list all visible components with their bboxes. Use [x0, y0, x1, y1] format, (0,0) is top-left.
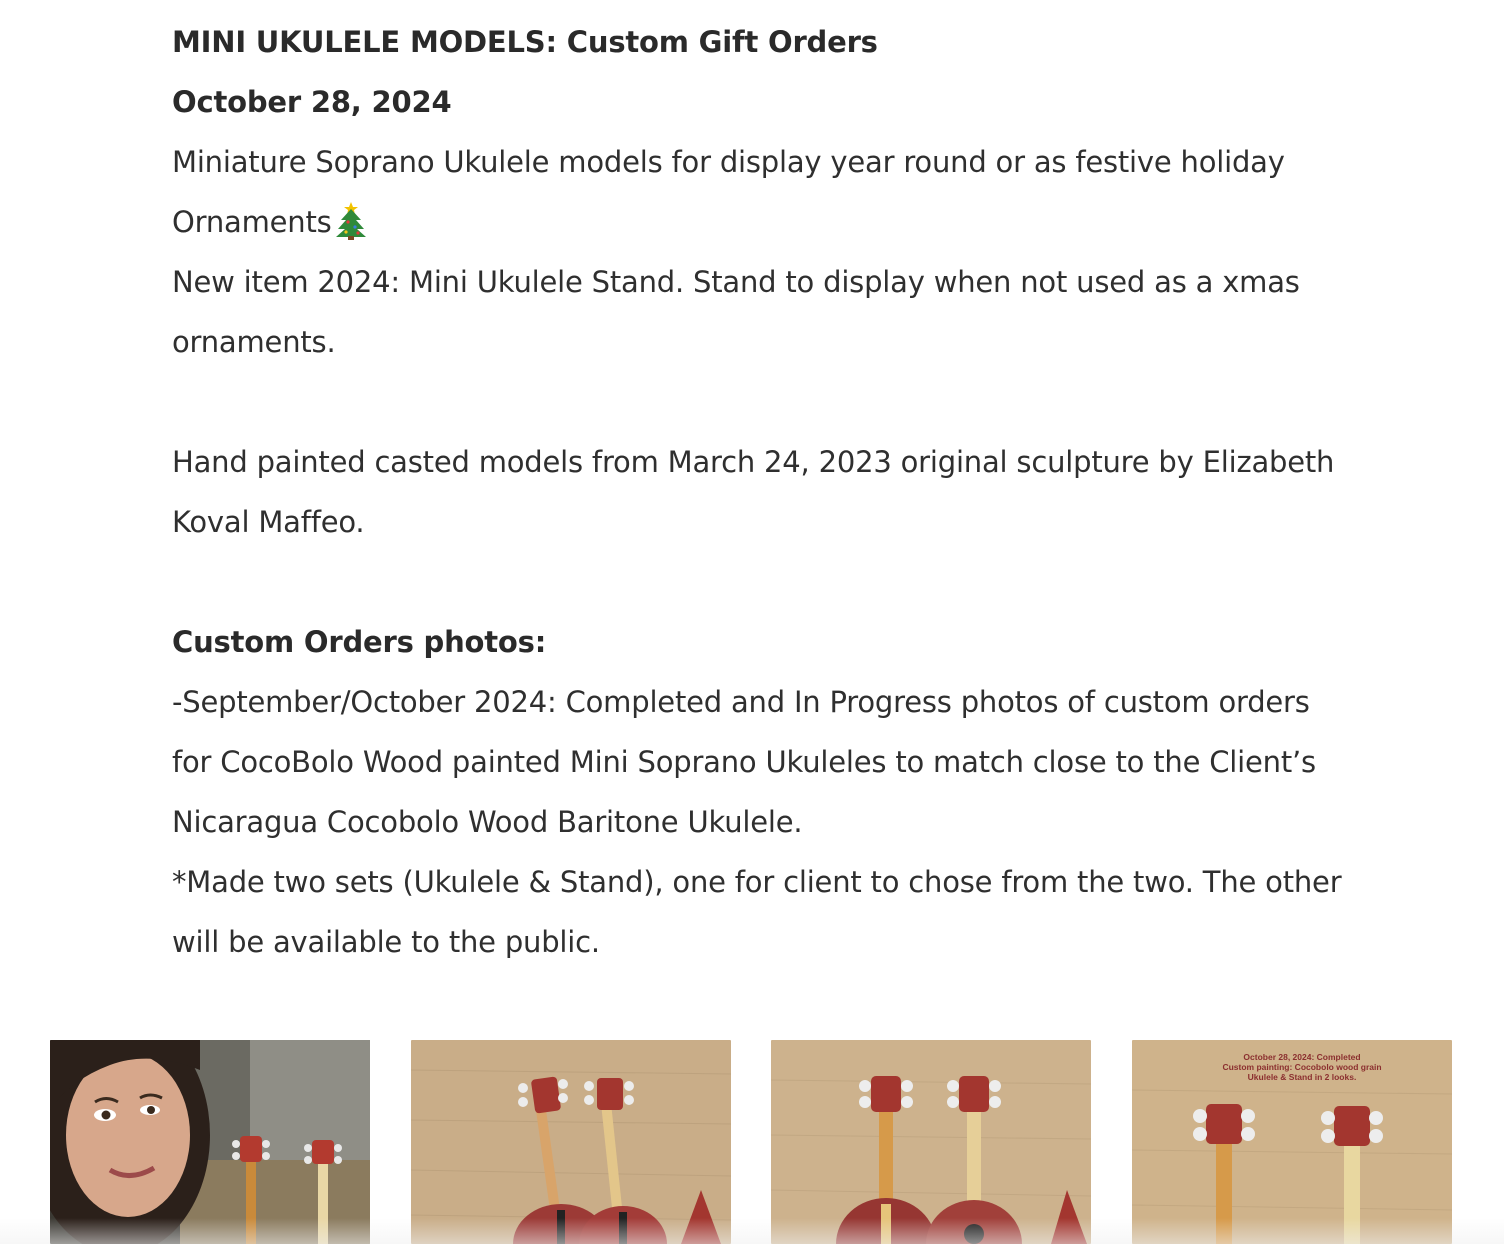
gallery-photo-two-ukuleles[interactable] [411, 1040, 731, 1244]
spacer [172, 552, 1342, 612]
photo-caption-line: Custom painting: Cocobolo wood grain [1222, 1062, 1382, 1072]
selfie-photo-image [50, 1040, 370, 1244]
photo-caption [1192, 1052, 1412, 1082]
intro-text: Miniature Soprano Ukulele models for display year round or as festive holiday Ornaments [172, 145, 1285, 239]
ukuleles-closeup-photo-image [771, 1040, 1091, 1244]
photo-gallery [50, 1040, 1452, 1244]
sets-note: *Made two sets (Ukulele & Stand), one for client to chose from the two. The other will be available to the public. [172, 865, 1342, 959]
two-ukuleles-photo-image [411, 1040, 731, 1244]
stand-paragraph: New item 2024: Mini Ukulele Stand. Stand to display when not used as a xmas ornaments. [172, 265, 1300, 359]
photos-description: -September/October 2024: Completed and In Progress photos of custom orders for CocoBolo Wood painted Mini Soprano Ukuleles to match close to the Client’s Nicaragua Cocobolo Wood Baritone Ukulele. [172, 685, 1316, 839]
photos-heading: Custom Orders photos: [172, 625, 547, 659]
photo-caption-line: October 28, 2024: Completed [1243, 1052, 1361, 1062]
post-body [172, 12, 1342, 972]
spacer [172, 372, 1342, 432]
intro-paragraph [172, 132, 1342, 252]
gallery-photo-selfie[interactable] [50, 1040, 370, 1244]
gallery-photo-ukuleles-closeup[interactable] [771, 1040, 1091, 1244]
post-date: October 28, 2024 [172, 85, 452, 119]
christmas-tree-icon [334, 200, 368, 240]
sculpture-paragraph: Hand painted casted models from March 24, 2023 original sculpture by Elizabeth Koval Maffeo. [172, 445, 1335, 539]
post-title: MINI UKULELE MODELS: Custom Gift Orders [172, 25, 878, 59]
gallery-photo-completed-order[interactable] [1132, 1040, 1452, 1244]
photo-caption-line: Ukulele & Stand in 2 looks. [1247, 1072, 1357, 1082]
